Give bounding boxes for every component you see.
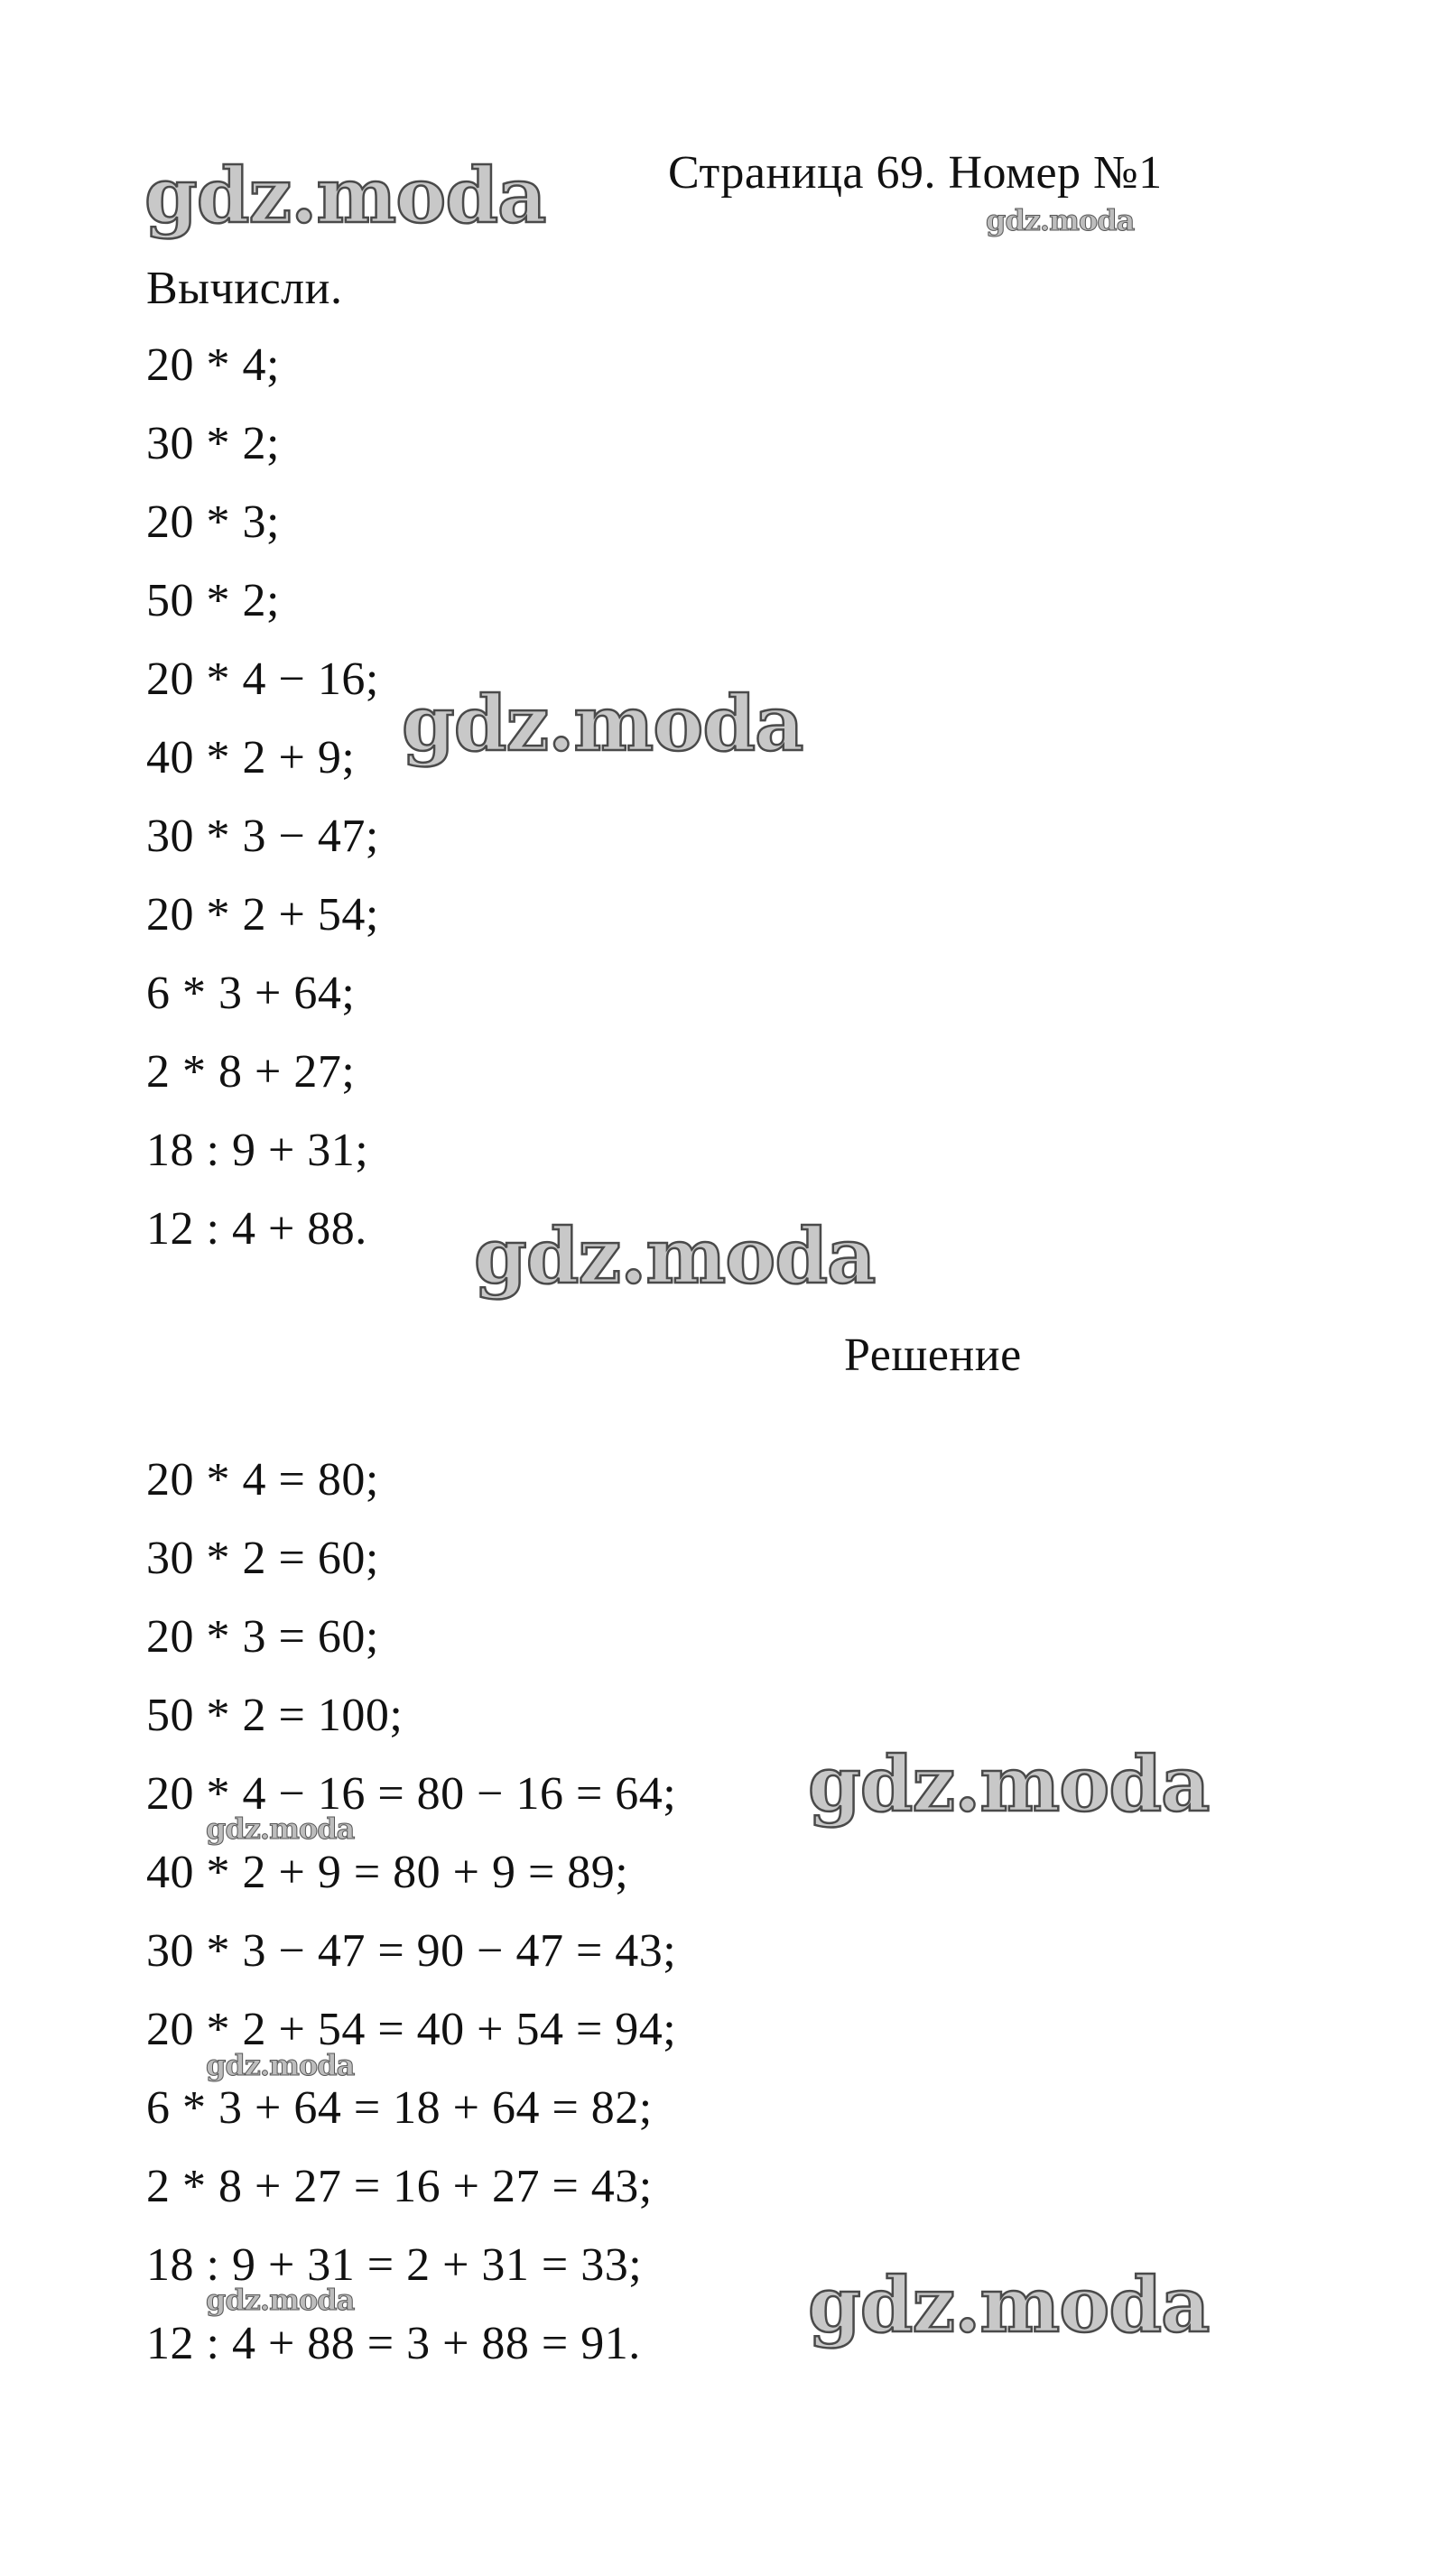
solution-item: 30 * 2 = 60; [146,1533,379,1584]
watermark-logo: gdz.moda [206,1812,355,1846]
solution-item: 20 * 4 = 80; [146,1454,379,1506]
task-instruction: Вычисли. [146,263,343,314]
solution-item: 6 * 3 + 64 = 18 + 64 = 82; [146,2082,653,2134]
task-item: 2 * 8 + 27; [146,1046,356,1098]
task-item: 30 * 2; [146,418,280,469]
solution-item: 2 * 8 + 27 = 16 + 27 = 43; [146,2161,653,2212]
watermark-logo: gdz.moda [808,2260,1210,2349]
watermark-logo: gdz.moda [474,1211,876,1301]
solution-heading: Решение [844,1330,1022,1381]
solution-item: 40 * 2 + 9 = 80 + 9 = 89; [146,1847,629,1898]
solution-item: 12 : 4 + 88 = 3 + 88 = 91. [146,2318,641,2369]
task-item: 12 : 4 + 88. [146,1203,367,1255]
task-item: 6 * 3 + 64; [146,968,356,1019]
watermark-logo: gdz.moda [402,679,803,768]
watermark-logo: gdz.moda [986,203,1135,237]
task-item: 20 * 3; [146,496,280,548]
solution-item: 18 : 9 + 31 = 2 + 31 = 33; [146,2239,643,2291]
watermark-logo: gdz.moda [144,151,546,240]
task-item: 20 * 2 + 54; [146,889,379,941]
solution-item: 20 * 2 + 54 = 40 + 54 = 94; [146,2004,677,2055]
solution-item: 20 * 3 = 60; [146,1611,379,1663]
task-item: 30 * 3 − 47; [146,811,379,862]
task-item: 20 * 4 − 16; [146,653,379,705]
task-item: 50 * 2; [146,575,280,626]
watermark-logo: gdz.moda [808,1739,1210,1829]
solution-item: 30 * 3 − 47 = 90 − 47 = 43; [146,1925,677,1977]
solution-item: 20 * 4 − 16 = 80 − 16 = 64; [146,1768,677,1820]
page-title: Страница 69. Номер №1 [668,147,1163,199]
watermark-logo: gdz.moda [206,2048,355,2082]
solution-item: 50 * 2 = 100; [146,1690,404,1741]
task-item: 40 * 2 + 9; [146,732,356,783]
watermark-logo: gdz.moda [206,2283,355,2317]
task-item: 18 : 9 + 31; [146,1125,369,1176]
task-item: 20 * 4; [146,339,280,391]
